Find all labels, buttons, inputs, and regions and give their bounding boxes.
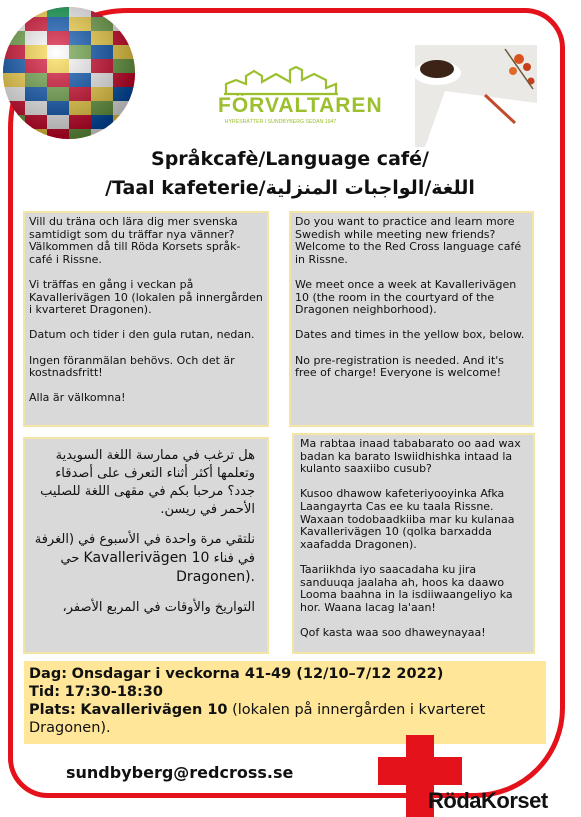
title-line-2: اللغة/الواجبات المنزلية/Taal kafeterie/ bbox=[105, 177, 475, 199]
swedish-paragraph: Ingen föranmälan behövs. Och det är kostnadsfritt! bbox=[29, 353, 235, 380]
arabic-paragraph: التواريخ والأوقات في المربع الأصفر، bbox=[62, 600, 255, 615]
place-label: Plats: bbox=[29, 702, 76, 718]
contact-email[interactable]: sundbyberg@redcross.se bbox=[66, 763, 294, 782]
info-day bbox=[29, 665, 541, 683]
arabic-address: Kavallerivägen 10 bbox=[83, 550, 210, 566]
arabic-neighborhood: Dragonen). bbox=[176, 569, 255, 585]
info-place bbox=[29, 701, 541, 737]
roda-korset-wordmark: RödaKorset bbox=[428, 788, 548, 813]
swedish-paragraph: Datum och tider i den gula rutan, nedan. bbox=[29, 328, 255, 342]
english-paragraph: Dates and times in the yellow box, below. bbox=[295, 328, 525, 342]
english-text-box bbox=[289, 211, 534, 427]
schedule-info-box bbox=[24, 661, 546, 744]
town-rooftops-icon bbox=[218, 66, 343, 96]
english-paragraph: No pre-registration is needed. And it's free of charge! Everyone is welcome! bbox=[295, 353, 505, 380]
arabic-paragraph: هل ترغب في ممارسة اللغة السويدية وتعلمها أكثر أثناء التعرف على أصدقاء جدد؟ مرحبا بكم في مقهى اللغة للصليب الأحمر في ريسن. bbox=[40, 448, 255, 517]
english-paragraph: Do you want to practice and learn more Swedish while meeting new friends? Welcome to the Red Cross language café in Rissne. bbox=[295, 215, 522, 266]
arabic-text-box bbox=[23, 437, 269, 654]
swedish-paragraph: Vill du träna och lära dig mer svenska samtidigt som du träffar nya vänner? Välkommen då till Röda Korsets språk-café i Rissne. bbox=[29, 215, 241, 266]
time-value: 17:30-18:30 bbox=[64, 684, 163, 700]
place-note: (lokalen på innergården i kvarteret Dragonen). bbox=[29, 702, 486, 736]
logo-wordmark: FÖRVALTAREN bbox=[218, 94, 383, 117]
place-value: Kavallerivägen 10 bbox=[80, 702, 228, 718]
info-time bbox=[29, 683, 541, 701]
somali-paragraph: Ma rabtaa inaad tababarato oo aad wax badan ka barato Iswiidhishka intaad la kulanto saaxiibo cusub? bbox=[300, 437, 521, 476]
title-line-1: Språkcafè/Language café/ bbox=[151, 148, 429, 170]
logo-tagline: HYRESRÄTTER I SUNDBYBERG SEDAN 1947 bbox=[224, 119, 337, 125]
day-label: Dag: bbox=[29, 666, 67, 682]
forvaltaren-logo bbox=[218, 66, 383, 132]
arabic-text: حي bbox=[60, 551, 80, 566]
somali-text-box bbox=[292, 433, 535, 654]
english-paragraph: We meet once a week at Kavallerivägen 10 (the room in the courtyard of the Dragonen neighborhood). bbox=[295, 277, 517, 317]
somali-paragraph: Taariikhda iyo saacadaha ku jira sanduuqa jaalaha ah, hoos ka daawo Looma baahna in la isdiiwaangeliyo ka hor. Waana lacag la'aan! bbox=[300, 562, 513, 614]
somali-paragraph: Qof kasta waa soo dhaweynayaa! bbox=[300, 625, 486, 639]
globe-of-flags-icon bbox=[3, 3, 138, 148]
time-label: Tid: bbox=[29, 684, 61, 700]
coffee-and-paper-photo bbox=[415, 45, 537, 147]
day-value: Onsdagar i veckorna 41-49 (12/10–7/12 2022) bbox=[71, 666, 444, 682]
swedish-text-box bbox=[23, 211, 269, 427]
arabic-text: نلتقي مرة واحدة في الأسبوع في (الغرفة في فناء bbox=[34, 532, 255, 566]
arabic-paragraph bbox=[33, 531, 255, 587]
somali-paragraph: Kusoo dhawow kafeteriyooyinka Afka Laangayrta Cas ee ku taala Rissne. Waxaan todobaadkiiba mar ku kulanaa Kavallerivägen 10 (qolka barxadda xaafadda Dragonen). bbox=[300, 487, 515, 551]
swedish-paragraph: Alla är välkomna! bbox=[29, 391, 126, 405]
swedish-paragraph: Vi träffas en gång i veckan på Kavallerivägen 10 (lokalen på innergården i kvarteret Dragonen). bbox=[29, 277, 263, 317]
